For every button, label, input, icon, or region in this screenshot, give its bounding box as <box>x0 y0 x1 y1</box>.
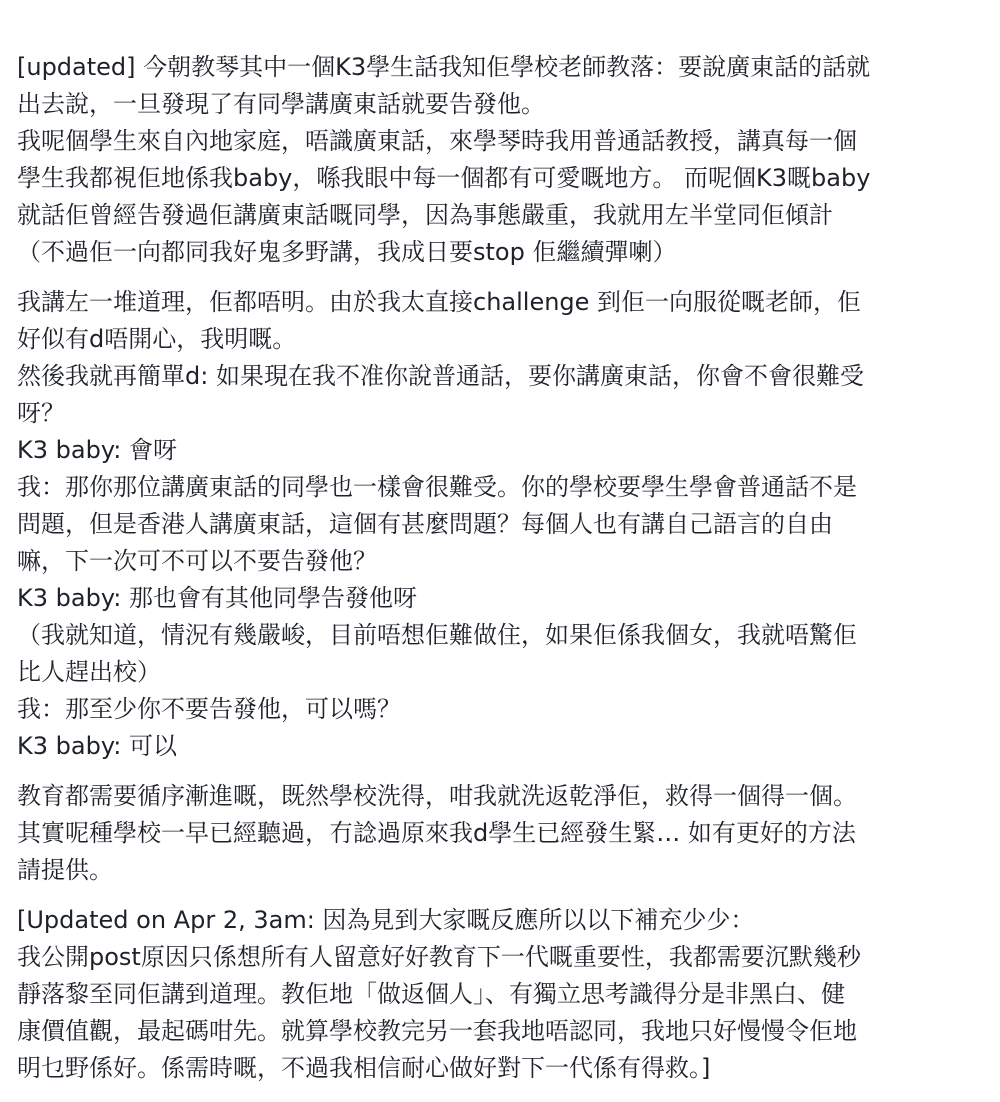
post-text-line: 我：那至少你不要告發他，可以嗎？ <box>17 695 401 723</box>
post-text-line: （我就知道，情況有幾嚴峻，目前唔想佢難做住，如果佢係我個女，我就唔驚佢 <box>17 621 857 649</box>
post-text-line: [Updated on Apr 2, 3am: 因為見到大家嘅反應所以以下補充少少： <box>17 906 755 934</box>
post-text-line: 我：那你那位講廣東話的同學也一樣會很難受。你的學校要學生學會普通話不是 <box>17 473 857 501</box>
post-text-line: 就話佢曾經告發過佢講廣東話嘅同學，因為事態嚴重，我就用左半堂同佢傾計 <box>17 201 833 229</box>
post-text-line: 請提供。 <box>17 856 113 884</box>
post-paragraph-3 <box>17 778 992 889</box>
post-text-line: 問題，但是香港人講廣東話，這個有甚麼問題？每個人也有講自己語言的自由 <box>17 510 833 538</box>
post-text-line: 好似有d唔開心，我明嘅。 <box>17 325 297 353</box>
post-text-line: 呀？ <box>17 399 65 427</box>
post-text-line: 然後我就再簡單d: 如果現在我不准你說普通話，要你講廣東話，你會不會很難受 <box>17 362 864 390</box>
post-text-line: 學生我都視佢地係我baby，喺我眼中每一個都有可愛嘅地方。 而呢個K3嘅baby <box>17 164 871 192</box>
post-text-line: 康價值觀，最起碼咁先。就算學校教完另一套我地唔認同，我地只好慢慢令佢地 <box>17 1017 857 1045</box>
post-text-line: [updated] 今朝教琴其中一個K3學生話我知佢學校老師教落：要說廣東話的話就 <box>17 53 871 81</box>
post-text-line: 我公開post原因只係想所有人留意好好教育下一代嘅重要性，我都需要沉默幾秒 <box>17 943 861 971</box>
post-text-line: 明乜野係好。係需時嘅，不過我相信耐心做好對下一代係有得救。] <box>17 1054 711 1082</box>
post-paragraph-1 <box>17 49 992 271</box>
post-text-line: （不過佢一向都同我好鬼多野講，我成日要stop 佢繼續彈喇） <box>17 238 677 266</box>
post-text-line: 嘛，下一次可不可以不要告發他？ <box>17 547 377 575</box>
post-text-line: K3 baby: 會呀 <box>17 436 177 464</box>
post-text-line: 其實呢種學校一早已經聽過，冇諗過原來我d學生已經發生緊… 如有更好的方法 <box>17 819 856 847</box>
post-text-line: 教育都需要循序漸進嘅，既然學校洗得，咁我就洗返乾淨佢，救得一個得一個。 <box>17 782 857 810</box>
post-paragraph-4 <box>17 902 992 1087</box>
post-text-line: 出去說，一旦發現了有同學講廣東話就要告發他。 <box>17 90 545 118</box>
post-text-line: 比人趕出校） <box>17 658 161 686</box>
post-text-line: K3 baby: 那也會有其他同學告發他呀 <box>17 584 417 612</box>
post-text-line: 我講左一堆道理，佢都唔明。由於我太直接challenge 到佢一向服從嘅老師，佢 <box>17 288 862 316</box>
post-paragraph-2 <box>17 284 992 765</box>
post-text-line: 靜落黎至同佢講到道理。教佢地「做返個人」、有獨立思考識得分是非黑白、健 <box>17 980 845 1008</box>
post-text-line: K3 baby: 可以 <box>17 732 177 760</box>
post-text-line: 我呢個學生來自內地家庭，唔識廣東話，來學琴時我用普通話教授，講真每一個 <box>17 127 857 155</box>
